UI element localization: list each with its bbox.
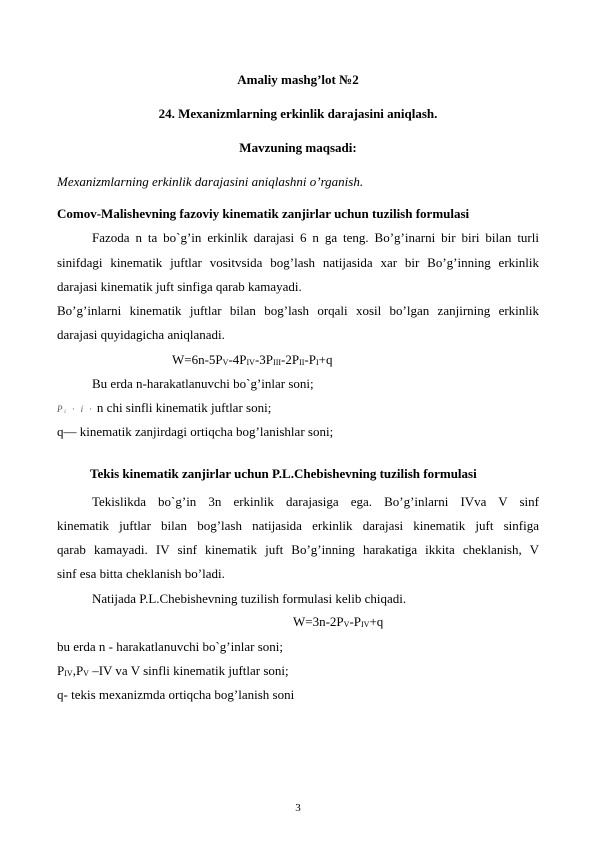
section2-paragraph1-line3: qarab kamayadi. IV sinf kinematik juft Bo’g’inning harakatiga ikkita cheklanish, V [57, 542, 539, 557]
definition-n-planar: bu erda n - harakatlanuvchi bo`g’inlar soni; [57, 639, 283, 654]
formula-subscript: I [315, 358, 319, 367]
definition-p-planar [57, 663, 289, 679]
section1-paragraph1-line2: sinifdagi kinematik juftlar vositvsida bog’lash natijasida xar bir Bo’g’inning erkinlik [57, 255, 539, 270]
goal-heading: Mavzuning maqsadi: [239, 140, 357, 155]
definition-p-text: –IV va V sinfli kinematik juftlar soni; [88, 663, 289, 678]
formula-subscript: V [83, 669, 89, 678]
section1-paragraph1-line1: Fazoda n ta bo`g’in erkinlik darajasi 6 n ga teng. Bo’g’inarni bir biri bilan turli [92, 230, 539, 245]
formula-term: -P [349, 614, 362, 629]
definition-q: q— kinematik zanjirdagi ortiqcha bog’lanishlar soni; [57, 424, 334, 439]
section2-heading: Tekis kinematik zanjirlar uchun P.L.Chebishevning tuzilish formulasi [90, 466, 477, 481]
formula-term: -P [304, 352, 316, 367]
section1-paragraph1-line3: darajasi kinematik juft sinfiga qarab kamayadi. [57, 279, 302, 294]
formula-term: -4P [228, 352, 247, 367]
formula-subscript: IV [246, 358, 255, 367]
formula-subscript: II [299, 358, 305, 367]
formula-term: -3P [254, 352, 274, 367]
section2-paragraph1-line1: Tekislikda bo`g’in 3n erkinlik darajasiga ega. Bo’g’inlarni IVva V sinf [92, 494, 539, 509]
section2-paragraph1-line4: sinf esa bitta cheklanish bo’ladi. [57, 566, 225, 581]
section1-paragraph2-line2: darajasi quyidagicha aniqlanadi. [57, 327, 225, 342]
definition-p-term: P [57, 663, 65, 678]
topic-heading: 24. Mexanizmlarning erkinlik darajasini aniqlash. [158, 106, 438, 121]
definition-n: Bu erda n-harakatlanuvchi bo`g’inlar soni; [92, 376, 314, 391]
section2-paragraph1-line2: kinematik juftlar bilan bog’lash natijasida erkinlik darajasi kinematik juft sinfiga [57, 518, 539, 533]
formula-subscript: IV [64, 669, 73, 678]
definition-pi [57, 400, 271, 417]
pi-symbol: Pᵢ · i · [57, 404, 94, 414]
formula-subscript: V [343, 620, 350, 629]
definition-q-planar: q- tekis mexanizmda ortiqcha bog’lanish soni [57, 687, 295, 702]
goal-text: Mexanizmlarning erkinlik darajasini aniqlashni o’rganish. [57, 174, 364, 189]
formula-subscript: V [222, 358, 229, 367]
page-title: Amaliy mashg’lot №2 [237, 72, 359, 87]
formula-term: +q [318, 352, 333, 367]
definition-pi-text: n chi sinfli kinematik juftlar soni; [96, 400, 272, 415]
section2-paragraph2: Natijada P.L.Chebishevning tuzilish formulasi kelib chiqadi. [92, 591, 407, 606]
formula-term: W=6n-5P [172, 352, 223, 367]
formula-subscript: III [273, 358, 282, 367]
formula-planar [293, 614, 383, 630]
page-number: 3 [295, 802, 301, 814]
section1-heading: Comov-Malishevning fazoviy kinematik zanjirlar uchun tuzilish formulasi [57, 206, 470, 221]
definition-p-term: ,P [72, 663, 84, 678]
formula-term: +q [369, 614, 384, 629]
formula-spatial [172, 352, 333, 368]
formula-term: W=3n-2P [293, 614, 344, 629]
formula-term: -2P [281, 352, 300, 367]
section1-paragraph2-line1: Bo’g’inlarni kinematik juftlar bilan bog’lash orqali xosil bo’lgan zanjirning erkinlik [57, 303, 539, 318]
formula-subscript: IV [361, 620, 370, 629]
